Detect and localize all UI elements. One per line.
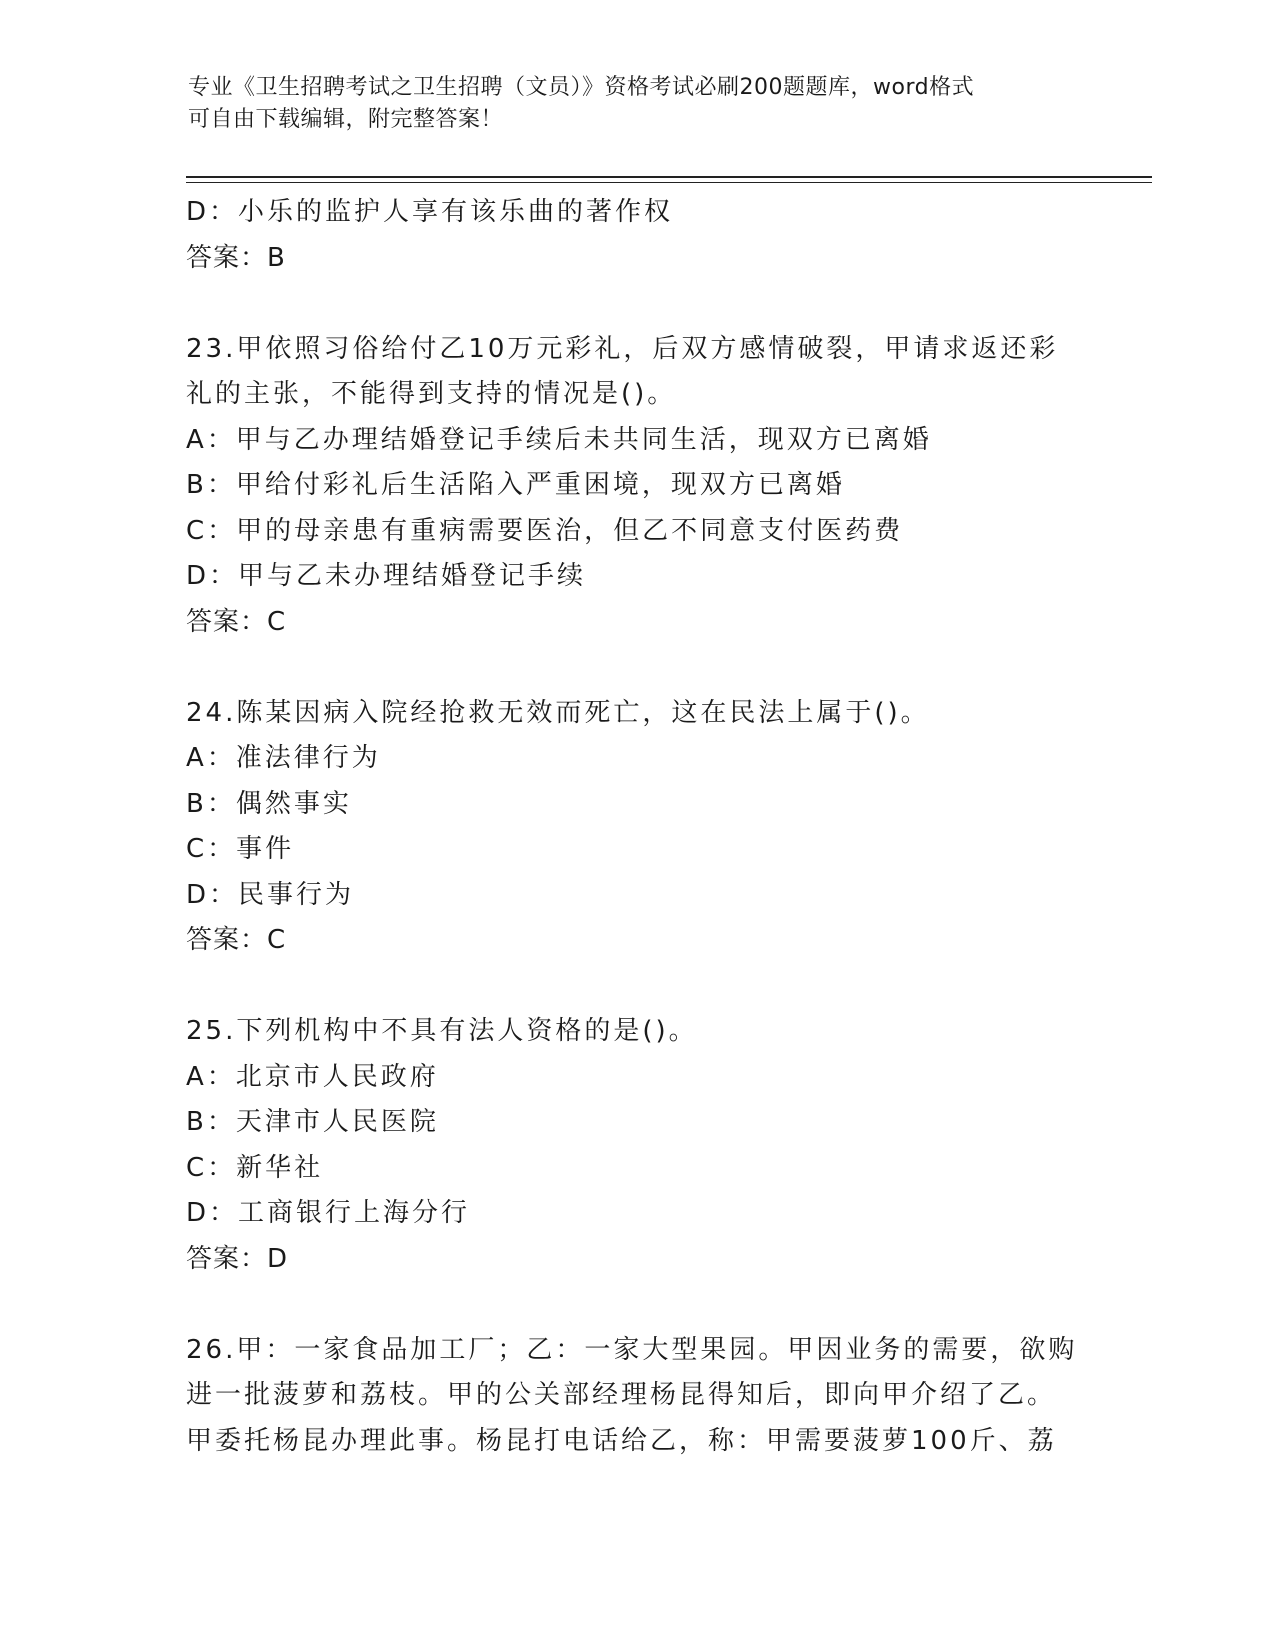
option-c: C：事件 <box>186 834 295 864</box>
option-a: A：北京市人民政府 <box>186 1061 439 1092</box>
answer-line: 答案：D <box>186 1243 289 1274</box>
question-stem: 23.甲依照习俗给付乙10万元彩礼，后双方感情破裂，甲请求返还彩 <box>186 333 1059 364</box>
option-d: D：甲与乙未办理结婚登记手续 <box>186 561 587 591</box>
question-block-23 <box>186 327 1106 646</box>
option-b: B：偶然事实 <box>186 788 352 819</box>
option-c: C：新华社 <box>186 1152 324 1183</box>
question-stem: 礼的主张，不能得到支持的情况是()。 <box>186 379 677 409</box>
header-divider-thick <box>186 176 1152 178</box>
answer-line: 答案：C <box>186 925 287 955</box>
option-a: A：准法律行为 <box>186 743 381 773</box>
option-c: C：甲的母亲患有重病需要医治，但乙不同意支付医药费 <box>186 515 904 546</box>
header-title-line-2: 可自由下载编辑，附完整答案！ <box>188 107 504 132</box>
question-stem: 进一批菠萝和荔枝。甲的公关部经理杨昆得知后，即向甲介绍了乙。 <box>186 1380 1057 1410</box>
option-d: D：民事行为 <box>186 879 355 910</box>
question-stem: 24.陈某因病入院经抢救无效而死亡，这在民法上属于()。 <box>186 697 930 728</box>
option-d: D：工商银行上海分行 <box>186 1198 471 1228</box>
option-a: A：甲与乙办理结婚登记手续后未共同生活，现双方已离婚 <box>186 424 932 455</box>
spacer <box>186 964 1106 1010</box>
question-list <box>186 190 1106 1464</box>
option-d: D：小乐的监护人享有该乐曲的著作权 <box>186 197 674 227</box>
option-b: B：甲给付彩礼后生活陷入严重困境，现双方已离婚 <box>186 470 845 500</box>
question-block-previous <box>186 190 1106 281</box>
spacer <box>186 1282 1106 1328</box>
spacer <box>186 645 1106 691</box>
header-divider-thin <box>186 182 1152 183</box>
answer-line: 答案：B <box>186 242 286 273</box>
question-block-26 <box>186 1328 1106 1465</box>
answer-line: 答案：C <box>186 606 287 637</box>
document-header <box>188 72 1068 136</box>
option-b: B：天津市人民医院 <box>186 1107 439 1137</box>
question-stem: 26.甲：一家食品加工厂；乙：一家大型果园。甲因业务的需要，欲购 <box>186 1334 1078 1365</box>
question-block-24 <box>186 691 1106 964</box>
question-stem: 甲委托杨昆办理此事。杨昆打电话给乙，称：甲需要菠萝100斤、荔 <box>186 1425 1057 1456</box>
spacer <box>186 281 1106 327</box>
question-stem: 25.下列机构中不具有法人资格的是()。 <box>186 1016 698 1046</box>
question-block-25 <box>186 1009 1106 1282</box>
header-title-line-1: 专业《卫生招聘考试之卫生招聘（文员）》资格考试必刷200题题库，word格式 <box>188 75 975 100</box>
